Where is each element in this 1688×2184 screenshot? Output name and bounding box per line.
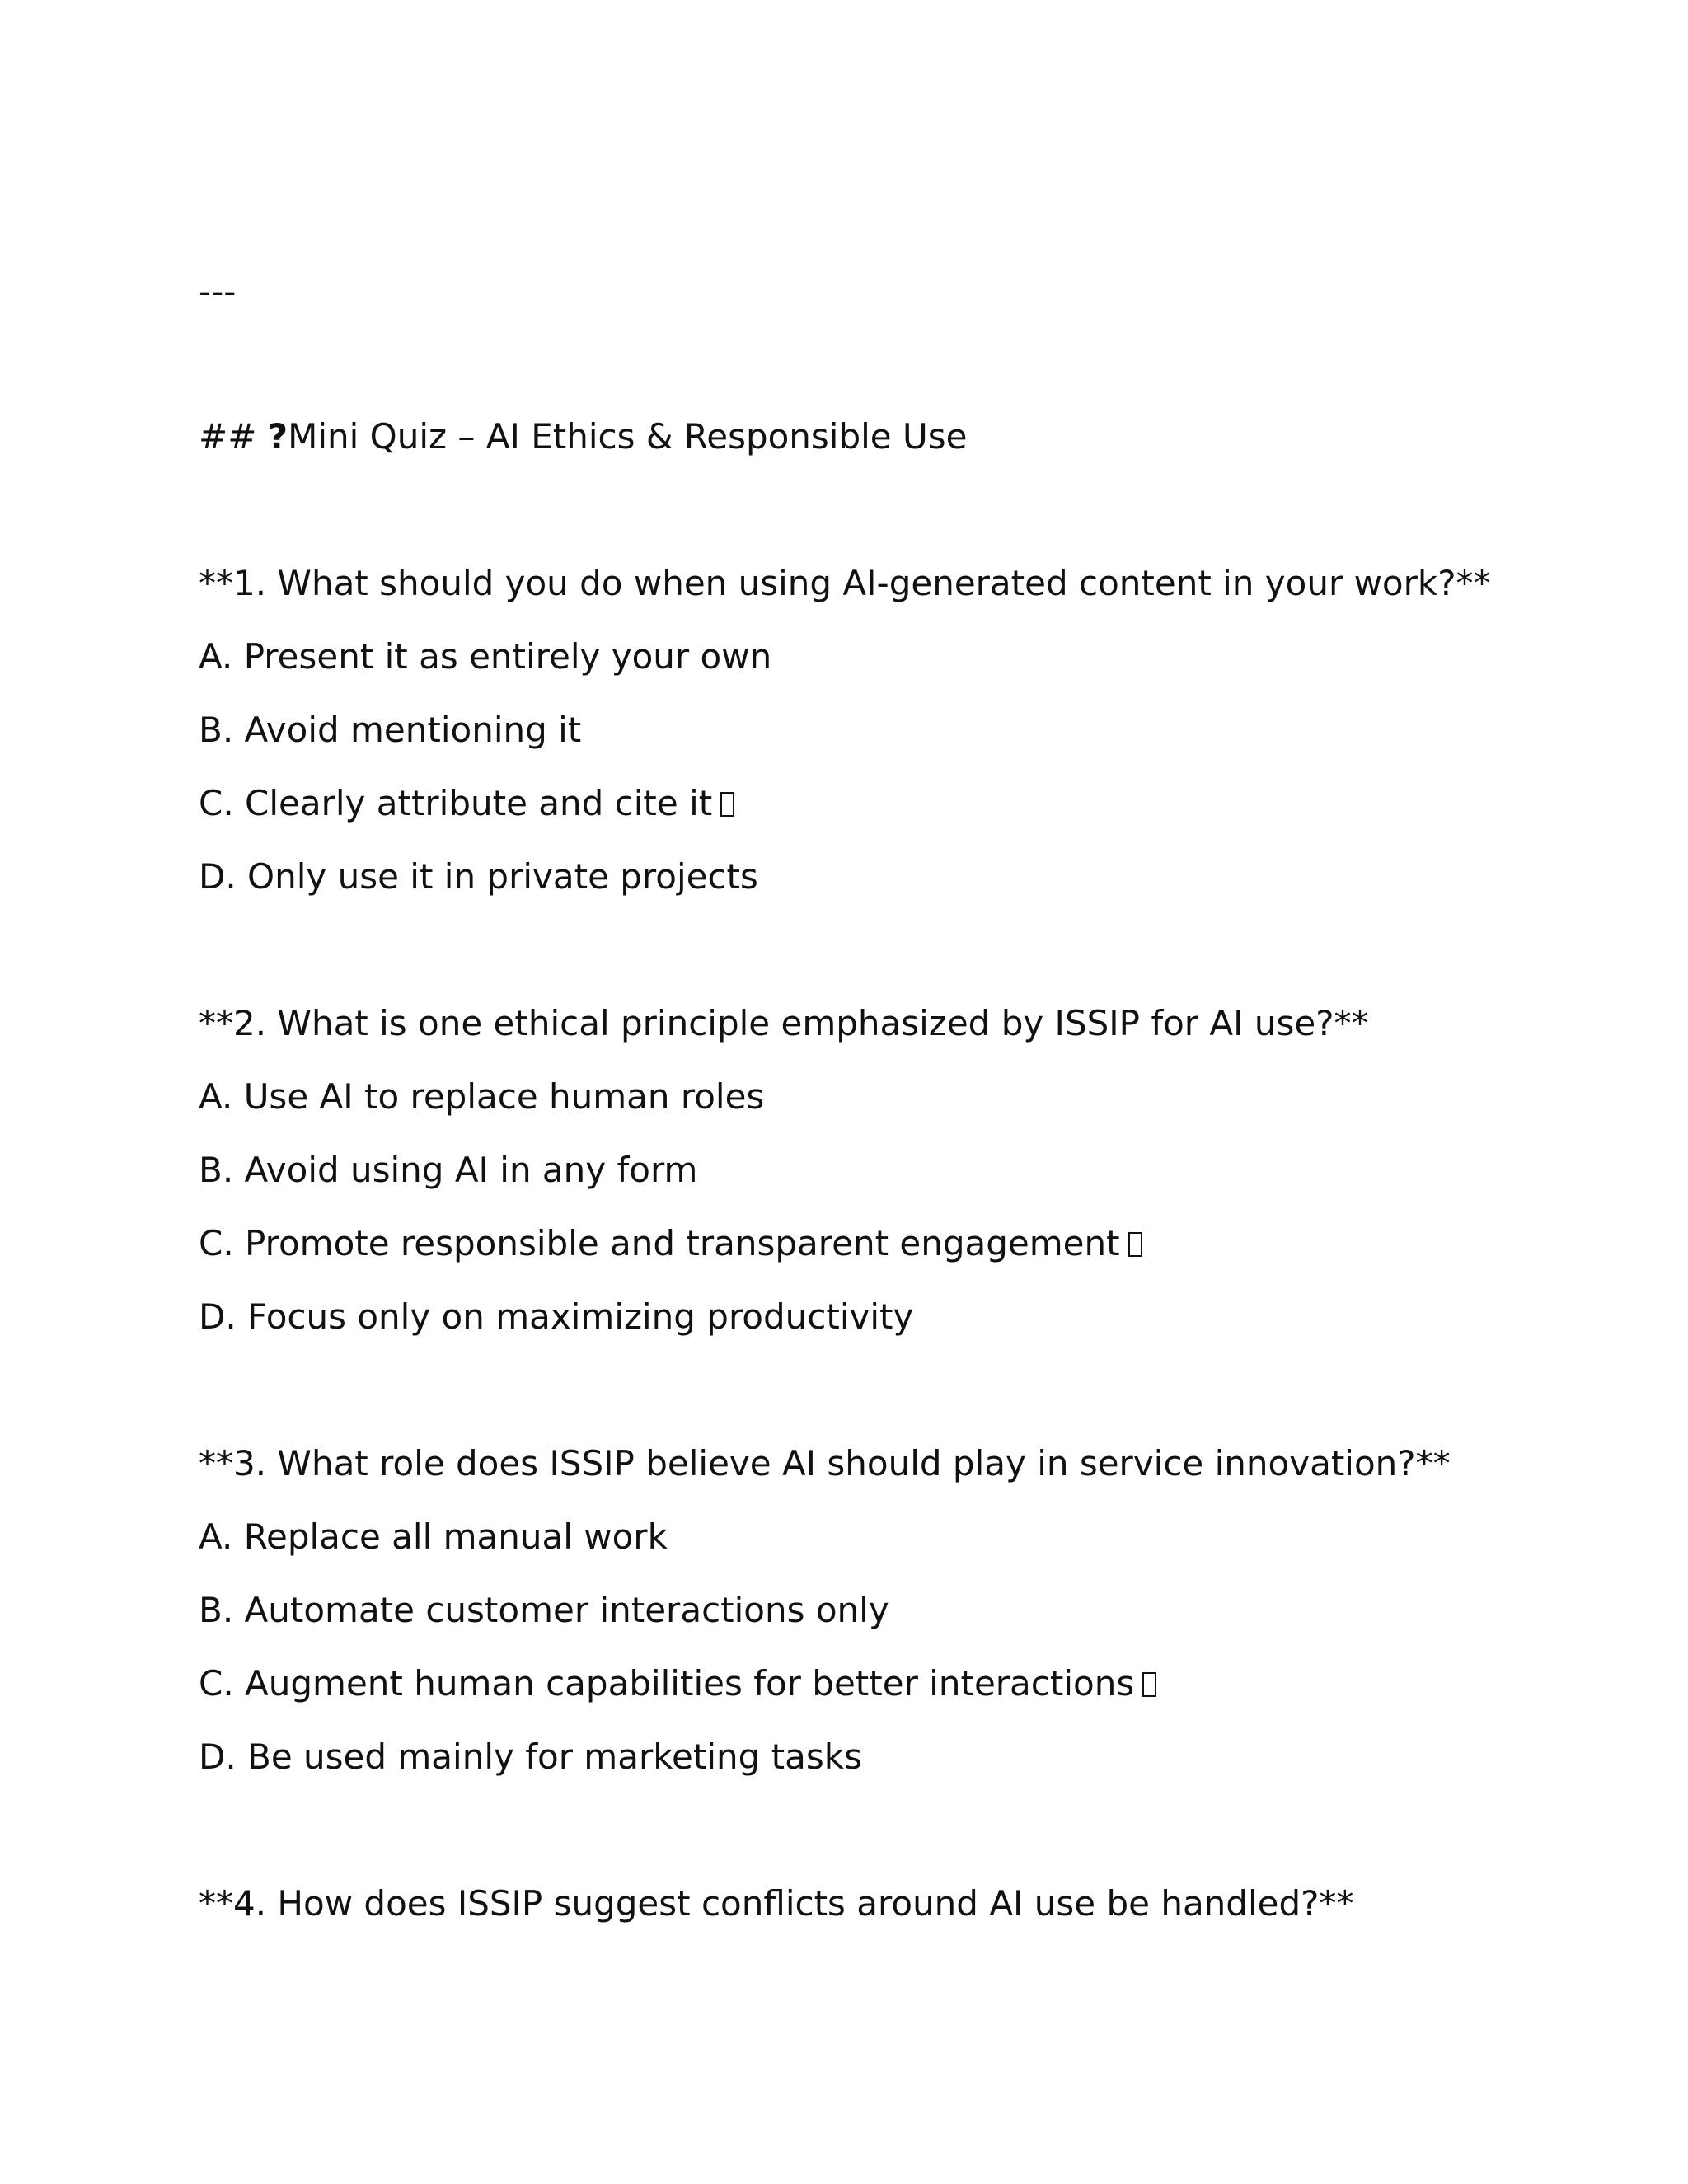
question-1-option-c-text: C. Clearly attribute and cite it <box>199 783 713 823</box>
heading-title: Mini Quiz – AI Ethics & Responsible Use <box>288 416 968 457</box>
question-3-option-c-text: C. Augment human capabilities for better interactions <box>199 1663 1135 1704</box>
question-2-option-d: D. Focus only on maximizing productivity <box>199 1296 914 1337</box>
question-2-option-c <box>199 1222 1142 1265</box>
heading-markdown-prefix: ## <box>199 416 268 457</box>
question-1-text: **1. What should you do when using AI-generated content in your work?** <box>199 563 1491 603</box>
question-3-text: **3. What role does ISSIP believe AI should play in service innovation?** <box>199 1443 1451 1483</box>
check-mark-icon <box>1128 1232 1142 1257</box>
question-1-option-b: B. Avoid mentioning it <box>199 710 582 750</box>
question-2-option-c-text: C. Promote responsible and transparent engagement <box>199 1223 1120 1263</box>
quiz-heading <box>199 415 967 458</box>
separator-line: --- <box>199 271 237 312</box>
question-1-option-a: A. Present it as entirely your own <box>199 636 772 677</box>
check-mark-icon <box>1142 1672 1156 1697</box>
question-1-option-d: D. Only use it in private projects <box>199 856 758 897</box>
question-3-option-d: D. Be used mainly for marketing tasks <box>199 1736 862 1777</box>
question-2-text: **2. What is one ethical principle emphasized by ISSIP for AI use?** <box>199 1003 1369 1043</box>
question-3-option-a: A. Replace all manual work <box>199 1516 668 1557</box>
check-mark-icon <box>720 792 734 817</box>
question-3-option-c <box>199 1662 1156 1705</box>
question-4-text: **4. How does ISSIP suggest conflicts around AI use be handled?** <box>199 1883 1354 1924</box>
question-mark-icon: ? <box>267 416 288 457</box>
question-2-option-b: B. Avoid using AI in any form <box>199 1150 698 1190</box>
question-3-option-b: B. Automate customer interactions only <box>199 1590 889 1630</box>
question-2-option-a: A. Use AI to replace human roles <box>199 1076 765 1117</box>
question-1-option-c <box>199 782 734 825</box>
